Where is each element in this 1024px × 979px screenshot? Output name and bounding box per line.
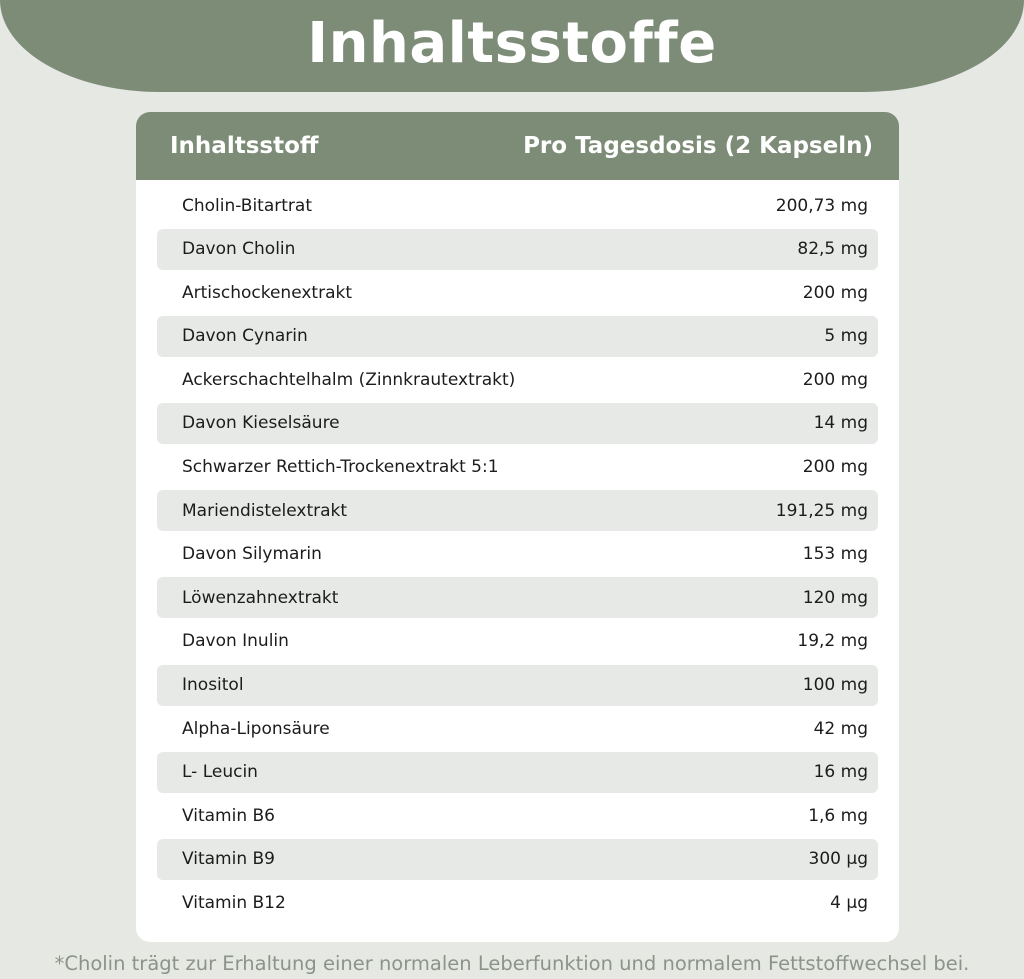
ingredient-name: Davon Inulin — [182, 631, 289, 652]
ingredient-amount: 4 µg — [830, 893, 868, 913]
ingredient-name: Davon Kieselsäure — [182, 413, 340, 434]
table-row — [157, 708, 878, 749]
table-header — [136, 112, 899, 180]
footnote: *Cholin trägt zur Erhaltung einer normalen Leberfunktion und normalem Fettstoffwechsel bei. — [54, 952, 970, 975]
ingredient-amount: 16 mg — [813, 762, 868, 783]
table-row — [157, 534, 878, 575]
ingredient-name: Artischockenextrakt — [182, 282, 353, 303]
table-row — [157, 665, 878, 706]
ingredient-name: Mariendistelextrakt — [182, 500, 348, 521]
ingredient-amount: 19,2 mg — [797, 631, 868, 652]
ingredient-name: Vitamin B6 — [182, 805, 276, 826]
title-banner — [0, 0, 1024, 92]
ingredients-table — [136, 112, 899, 942]
table-row — [157, 229, 878, 270]
table-row — [157, 490, 878, 531]
table-row — [157, 577, 878, 618]
table-row — [157, 447, 878, 488]
table-row — [157, 185, 878, 226]
ingredient-name: Davon Cynarin — [182, 326, 308, 347]
ingredient-name: Alpha-Liponsäure — [182, 718, 330, 739]
ingredient-amount: 82,5 mg — [797, 239, 868, 260]
ingredient-amount: 200 mg — [802, 457, 868, 478]
ingredient-amount: 153 mg — [802, 544, 868, 565]
table-row — [157, 403, 878, 444]
ingredient-amount: 1,6 mg — [808, 805, 868, 826]
ingredient-amount: 42 mg — [813, 718, 868, 739]
table-row — [157, 272, 878, 313]
ingredient-amount: 120 mg — [802, 587, 868, 608]
table-row — [157, 359, 878, 400]
ingredient-name: Inositol — [182, 675, 244, 696]
ingredient-amount: 200 mg — [802, 282, 868, 303]
table-row — [157, 795, 878, 836]
ingredient-name: Davon Cholin — [182, 239, 296, 260]
ingredient-name: Ackerschachtelhalm (Zinnkrautextrakt) — [182, 369, 516, 390]
ingredient-amount: 200,73 mg — [775, 195, 868, 216]
ingredient-amount: 191,25 mg — [775, 500, 868, 521]
page-title: Inhaltsstoffe — [307, 10, 717, 76]
ingredient-name: Vitamin B12 — [182, 893, 286, 913]
ingredient-amount: 100 mg — [802, 675, 868, 696]
ingredient-name: Davon Silymarin — [182, 544, 322, 565]
column-header-daily-dose: Pro Tagesdosis (2 Kapseln) — [523, 133, 873, 159]
ingredient-name: L- Leucin — [182, 762, 258, 783]
ingredient-name: Schwarzer Rettich-Trockenextrakt 5:1 — [182, 457, 499, 478]
ingredient-amount: 5 mg — [824, 326, 868, 347]
ingredient-amount: 300 µg — [808, 849, 868, 870]
column-header-ingredient: Inhaltsstoff — [170, 133, 319, 159]
table-row — [157, 752, 878, 793]
table-row — [157, 839, 878, 880]
table-row — [157, 883, 878, 924]
ingredient-name: Vitamin B9 — [182, 849, 276, 870]
ingredient-name: Cholin-Bitartrat — [182, 195, 312, 216]
table-row — [157, 621, 878, 662]
table-body — [136, 180, 899, 924]
table-row — [157, 316, 878, 357]
ingredient-amount: 14 mg — [813, 413, 868, 434]
ingredient-name: Löwenzahnextrakt — [182, 587, 339, 608]
ingredient-amount: 200 mg — [802, 369, 868, 390]
